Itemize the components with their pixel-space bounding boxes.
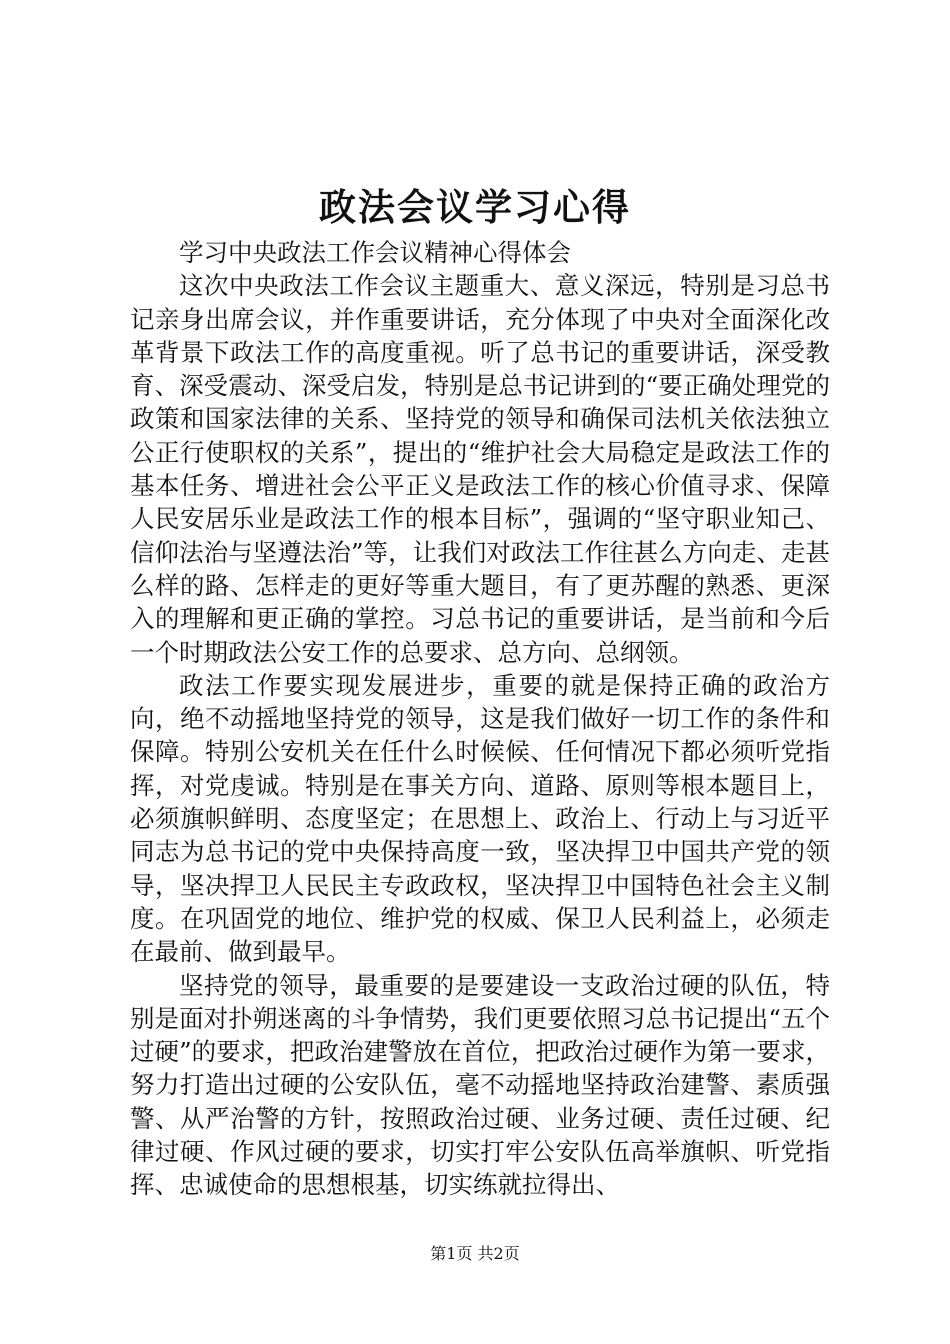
paragraph-1: 这次中央政法工作会议主题重大、意义深远，特别是习总书记亲身出席会议，并作重要讲话，充分体现了中央对全面深化改革背景下政法工作的高度重视。听了总书记的重要讲话，深受教育、深受震动、深受启发，特别是总书记讲到的“要正确处理党的政策和国家法律的关系、坚持党的领导和确保司法机关依法独立公正行使职权的关系”，提出的“维护社会大局稳定是政法工作的基本任务、增进社会公平正义是政法工作的核心价值寻求、保障人民安居乐业是政法工作的根本目标”，强调的“坚守职业知己、信仰法治与坚遵法治”等，让我们对政法工作往甚么方向走、走甚么样的路、怎样走的更好等重大题目，有了更苏醒的熟悉、更深入的理解和更正确的掌控。习总书记的重要讲话，是当前和今后一个时期政法公安工作的总要求、总方向、总纲领。 bbox=[130, 271, 830, 667]
document-subtitle: 学习中央政法工作会议精神心得体会 bbox=[179, 238, 571, 267]
page-footer: 第1页 共2页 bbox=[430, 1244, 520, 1263]
document-body bbox=[130, 236, 830, 1202]
paragraph-2: 政法工作要实现发展进步，重要的就是保持正确的政治方向，绝不动摇地坚持党的领导，这是我们做好一切工作的条件和保障。特别公安机关在任什么时候候、任何情况下都必须听党指挥，对党虔诚。特别是在事关方向、道路、原则等根本题目上，必须旗帜鲜明、态度坚定；在思想上、政治上、行动上与习近平同志为总书记的党中央保持高度一致，坚决捍卫中国共产党的领导，坚决捍卫人民民主专政政权，坚决捍卫中国特色社会主义制度。在巩固党的地位、维护党的权威、保卫人民利益上，必须走在最前、做到最早。 bbox=[130, 670, 830, 967]
document-title: 政法会议学习心得 bbox=[319, 185, 631, 229]
paragraph-3: 坚持党的领导，最重要的是要建设一支政治过硬的队伍，特别是面对扑朔迷离的斗争情势，我们更要依照习总书记提出“五个过硬”的要求，把政治建警放在首位，把政治过硬作为第一要求，努力打造出过硬的公安队伍，毫不动摇地坚持政治建警、素质强警、从严治警的方针，按照政治过硬、业务过硬、责任过硬、纪律过硬、作风过硬的要求，切实打牢公安队伍高举旗帜、听党指挥、忠诚使命的思想根基，切实练就拉得出、 bbox=[130, 970, 830, 1200]
